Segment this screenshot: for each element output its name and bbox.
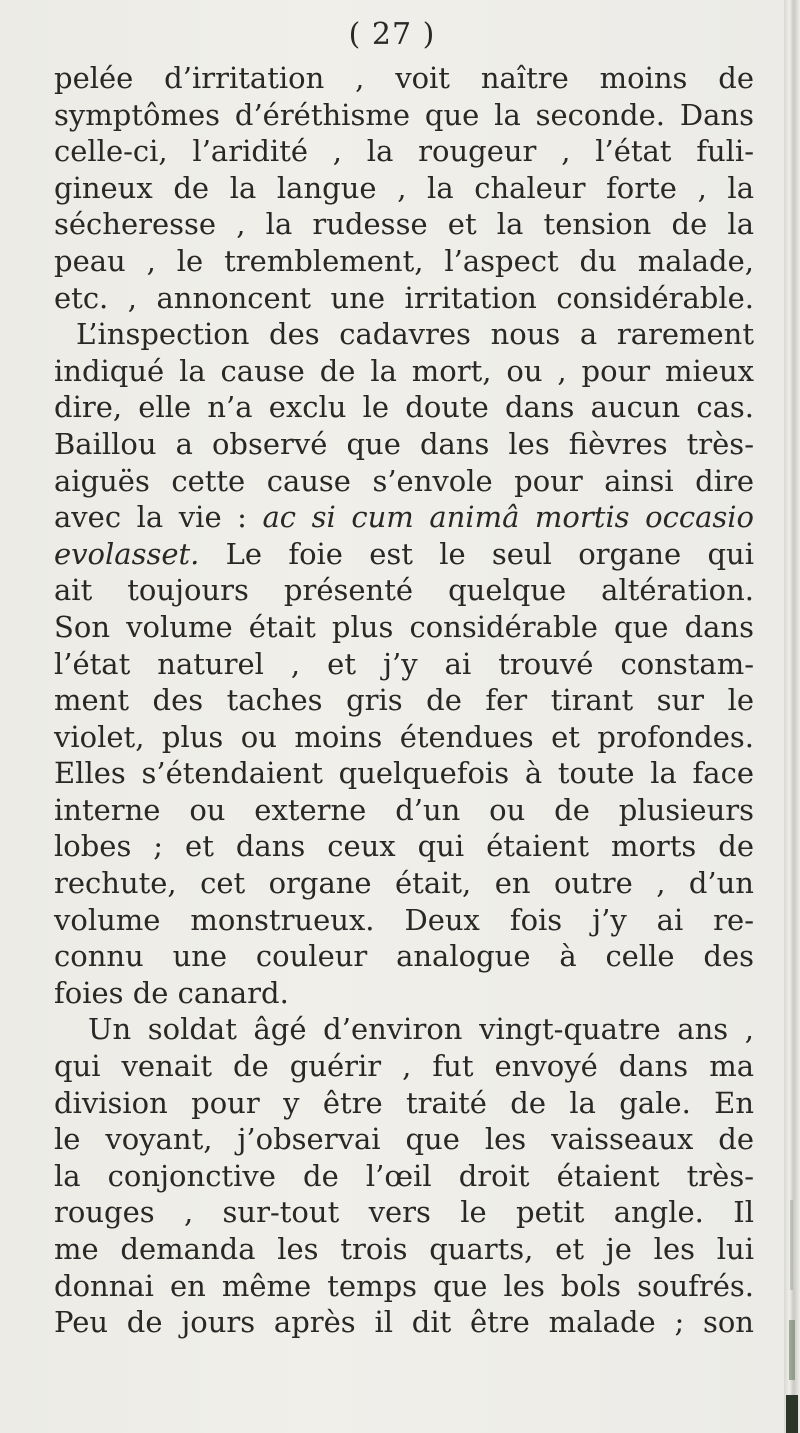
text-segment: Baillou a observé que dans les fièvres très- [54, 426, 754, 461]
text-segment: rouges , sur-tout vers le petit angle. Il [54, 1195, 754, 1230]
text-line [54, 1085, 754, 1122]
text-line [54, 609, 754, 646]
text-segment: qui venait de guérir , fut envoyé dans ma [54, 1049, 754, 1084]
text-segment: volume monstrueux. Deux fois j’y ai re- [54, 902, 754, 937]
text-segment: indiqué la cause de la mort, ou , pour mieux [54, 353, 754, 388]
text-line [54, 170, 754, 207]
edge-shadow [790, 1200, 793, 1290]
edge-shadow [789, 1320, 795, 1380]
text-line [54, 243, 754, 280]
text-line [54, 792, 754, 829]
text-line [54, 1304, 754, 1341]
text-segment: me demanda les trois quarts, et je les lui [54, 1232, 754, 1266]
text-line [54, 1194, 754, 1231]
text-line [54, 572, 754, 609]
text-segment: le voyant, j’observai que les vaisseaux de [54, 1122, 754, 1157]
text-line [54, 206, 754, 243]
body-text [54, 60, 754, 1341]
text-segment: etc. , annoncent une irritation considérable. [54, 280, 754, 315]
text-segment: foies de canard. [54, 975, 289, 1010]
text-line [54, 353, 754, 390]
text-line [54, 536, 754, 573]
text-line [54, 60, 754, 97]
text-segment: pelée d’irritation , voit naître moins de [54, 61, 754, 95]
text-line [54, 316, 754, 353]
latin-quote: ac si cum animâ mortis occasio [262, 500, 754, 535]
text-segment: rechute, cet organe était, en outre , d’un [54, 866, 754, 901]
text-segment: sécheresse , la rudesse et la tension de la [54, 207, 754, 242]
text-segment: division pour y être traité de la gale. En [54, 1085, 754, 1120]
text-line [54, 280, 754, 317]
text-line [54, 1011, 754, 1048]
text-segment: Elles s’étendaient quelquefois à toute la face [54, 756, 754, 791]
text-segment: interne ou externe d’un ou de plusieurs [54, 792, 754, 827]
text-line [54, 865, 754, 902]
text-line [54, 1048, 754, 1085]
text-segment: la conjonctive de l’œil droit étaient très- [54, 1158, 754, 1193]
text-segment: Son volume était plus considérable que dans [54, 609, 754, 644]
text-segment: avec la vie : [54, 500, 263, 535]
text-line [54, 1121, 754, 1158]
text-line [54, 426, 754, 463]
text-segment: Un soldat âgé d’environ vingt-quatre ans , [88, 1012, 754, 1047]
text-line [54, 682, 754, 719]
text-line [54, 828, 754, 865]
text-line [54, 463, 754, 500]
text-line [54, 389, 754, 426]
text-segment: violet, plus ou moins étendues et profondes. [54, 719, 754, 754]
latin-quote: evolasset. [54, 536, 200, 571]
text-segment: peau , le tremblement, l’aspect du malade, [54, 243, 754, 278]
edge-binding-mark [786, 1395, 798, 1433]
text-segment: celle-ci, l’aridité , la rougeur , l’état fuli- [54, 134, 754, 169]
text-segment: dire, elle n’a exclu le doute dans aucun cas. [54, 390, 754, 425]
text-line [54, 975, 754, 1012]
text-line [54, 646, 754, 683]
text-segment: Peu de jours après il dit être malade ; son [54, 1305, 754, 1340]
text-line [54, 938, 754, 975]
text-segment: Le foie est le seul organe qui [199, 536, 754, 571]
text-line [54, 499, 754, 536]
text-line [54, 133, 754, 170]
text-line [54, 755, 754, 792]
text-segment: symptômes d’éréthisme que la seconde. Dans [54, 97, 754, 132]
text-line [54, 719, 754, 756]
text-segment: ment des taches gris de fer tirant sur le [54, 683, 754, 718]
text-segment: connu une couleur analogue à celle des [54, 939, 754, 974]
text-line [54, 1158, 754, 1195]
text-segment: L’inspection des cadavres nous a rarement [76, 317, 754, 352]
text-segment: donnai en même temps que les bols soufrés. [54, 1268, 754, 1303]
text-line [54, 1231, 754, 1268]
text-segment: l’état naturel , et j’y ai trouvé constam- [54, 646, 754, 681]
page-number: ( 27 ) [348, 17, 436, 52]
text-segment: gineux de la langue , la chaleur forte , la [54, 170, 754, 205]
text-segment: lobes ; et dans ceux qui étaient morts de [54, 829, 754, 864]
text-line [54, 902, 754, 939]
text-segment: ait toujours présenté quelque altération. [54, 573, 754, 608]
page-edge [784, 0, 800, 1433]
text-line [54, 97, 754, 134]
text-segment: aiguës cette cause s’envole pour ainsi dire [54, 463, 754, 498]
text-line [54, 1268, 754, 1305]
